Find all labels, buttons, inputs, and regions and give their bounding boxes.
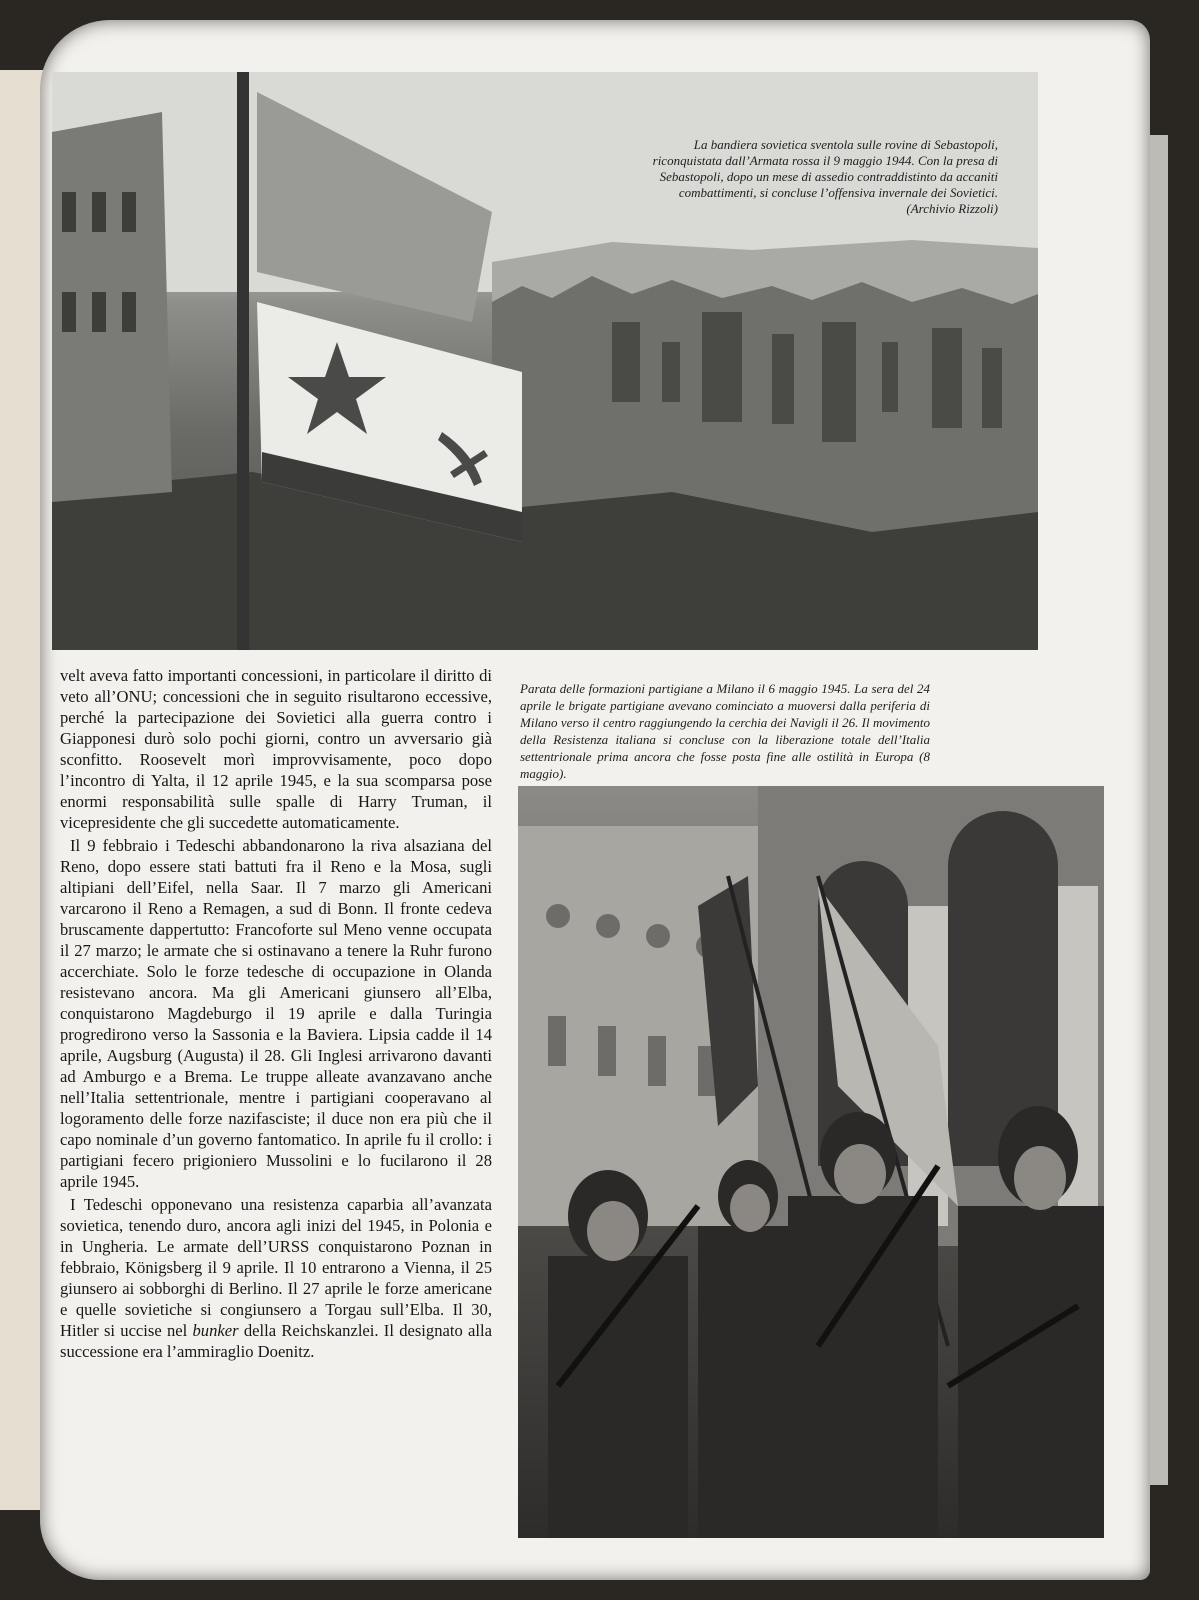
- caption-milano: [520, 680, 930, 799]
- caption-sebastopol-text: La bandiera sovietica sventola sulle rovine di Sebastopoli, riconquistata dall’Armata rossa il 9 maggio 1944. Con la presa di Sebastopoli, dopo un mese di assedio contraddistinto da accaniti combattimenti, si concluse l’offensiva invernale dei Sovietici.: [652, 137, 998, 200]
- caption-sebastopol: [632, 137, 998, 217]
- paragraph-eastern-front-text: I Tedeschi opponevano una resistenza caparbia all’avanzata sovietica, tenendo duro, ancora agli inizi del 1945, in Polonia e in Ungheria. Le armate dell’URSS conquistarono Poznan in febbraio, Königsberg il 9 aprile. Il 10 entrarono a Vienna, il 25 giunsero ai sobborghi di Berlino. Il 27 aprile le forze americane e quelle sovietiche si congiunsero a Torgau sull’Elba. Il 30, Hitler si uccise nel: [60, 1195, 492, 1340]
- paragraph-roosevelt: velt aveva fatto importanti concessioni, in particolare il diritto di veto all’ONU; concessioni che in seguito risultarono eccessive, perché la partecipazione dei Sovietici alla guerra contro i Giapponesi durò solo pochi giorni, contro un avversario già sconfitto. Roosevelt morì improvvisamente, poco dopo l’incontro di Yalta, il 12 aprile 1945, e la sua scomparsa pose enormi responsabilità sulle spalle di Harry Truman, il vicepresidente che gli succedette automaticamente.: [60, 666, 492, 832]
- paragraph-eastern-front-text-end: della Reichskanzlei. Il designato alla successione era l’ammiraglio Doenitz.: [60, 1321, 492, 1361]
- caption-milano-text: Parata delle formazioni partigiane a Milano il 6 maggio 1945. La sera del 24 aprile le brigate partigiane avevano cominciato a muoversi dalla periferia di Milano verso il centro raggiungendo la cerchia dei Navigli il 26. Il movimento della Resistenza italiana si concluse con la liberazione totale dell’Italia settentrionale prima ancora che fosse posta fine alle ostilità in Europa (8 maggio).: [520, 681, 930, 781]
- paragraph-eastern-front-emphasis: bunker: [192, 1321, 239, 1340]
- paragraph-eastern-front: [60, 1194, 492, 1362]
- paragraph-western-front: Il 9 febbraio i Tedeschi abbandonarono la riva alsaziana del Reno, dopo essere stati battuti fra il Reno e la Mosa, sugli altipiani dell’Eifel, nella Saar. Il 7 marzo gli Americani varcarono il Reno a Remagen, a sud di Bonn. Il fronte cedeva bruscamente dappertutto: Francoforte sul Meno venne occupata il 27 marzo; le armate che si ostinavano a tenere la Ruhr furono accerchiate. Solo le forze tedesche di occupazione in Olanda resistevano ancora. Ma gli Americani giunsero all’Elba, conquistarono Magdeburgo il 19 aprile e dalla Turingia progredirono verso la Sassonia e la Baviera. Lipsia cadde il 14 aprile, Augsburg (Augusta) il 28. Gli Inglesi arrivarono davanti ad Amburgo e a Brema. Le truppe alleate avanzavano anche nell’Italia settentrionale, mentre i partigiani cooperavano al logoramento delle forze nazifasciste; il duce non era più che il capo nominale d’un governo fantomatico. In aprile fu il crollo: i partigiani fecero prigioniero Mussolini e lo fucilarono il 28 aprile 1945.: [60, 836, 492, 1191]
- caption-sebastopol-credit: (Archivio Rizzoli): [906, 201, 998, 216]
- article-body: [60, 665, 492, 1364]
- photo-milano-parade: [518, 786, 1104, 1538]
- photo-milano-illustration: [518, 786, 1104, 1538]
